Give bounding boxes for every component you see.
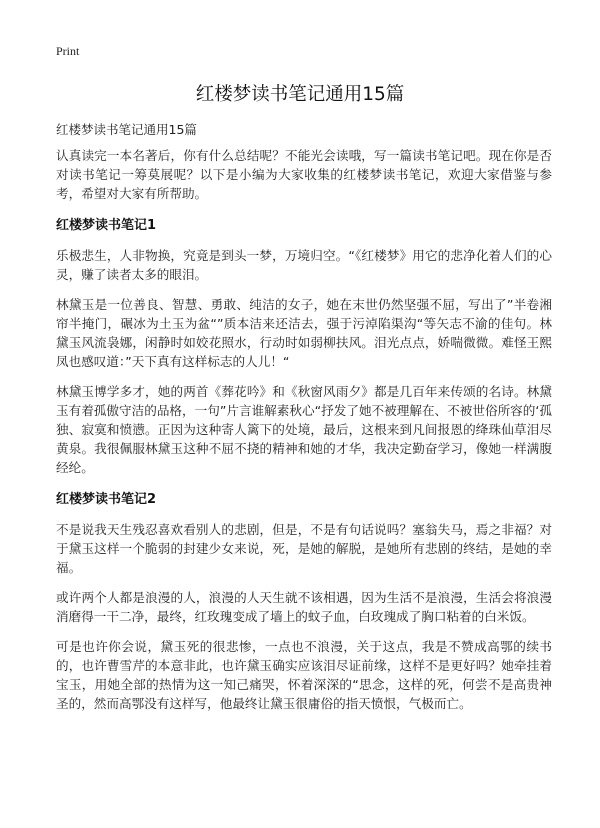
document-subtitle: 红楼梦读书笔记通用15篇 xyxy=(56,122,197,137)
paragraph: 可是也许你会说，黛玉死的很悲惨，一点也不浪漫，关于这点，我是不赞成高鄂的续书的，也许曹雪芹的本意非此，也许黛玉确实应该泪尽证前缘，这样不是更好吗？她牵挂着宝玉，用她全部的热情为这一知己痛哭，怀着深深的“思念，这样的死，何尝不是高贵神圣的，然而高鄂没有这样写，他最终让黛玉很庸俗的指天愤恨，气极而亡。 xyxy=(56,639,552,711)
page-title: 红楼梦读书笔记通用15篇 xyxy=(195,84,405,105)
paragraph: 林黛玉是一位善良、智慧、勇敢、纯洁的女子，她在末世仍然坚强不屈，写出了”半卷湘帘半掩门，碾冰为土玉为盆“”质本洁来还洁去，强于污淖陷渠沟“等矢志不渝的佳句。林黛玉风流袅娜，闲静时如姣花照水，行动时如弱柳扶风。泪光点点，娇喘微微。难怪王熙凤也感叹道：”天下真有这样标志的人儿！“ xyxy=(56,297,552,369)
section-heading: 红楼梦读书笔记1 xyxy=(56,218,157,233)
print-link[interactable]: Print xyxy=(56,44,80,58)
paragraph: 乐极悲生，人非物换，究竟是到头一梦，万境归空。“《红楼梦》用它的悲净化着人们的心灵，赚了读者太多的眼泪。 xyxy=(56,248,552,282)
section-heading: 红楼梦读书笔记2 xyxy=(56,492,157,507)
intro-paragraph: 认真读完一本名著后，你有什么总结呢？不能光会读哦，写一篇读书笔记吧。现在你是否对读书笔记一筹莫展呢？以下是小编为大家收集的红楼梦读书笔记，欢迎大家借鉴与参考，希望对大家有所帮助。 xyxy=(56,148,552,201)
paragraph: 不是说我天生残忍喜欢看别人的悲剧，但是，不是有句话说吗？塞翁失马，焉之非福？对于黛玉这样一个脆弱的封建少女来说，死，是她的解脱，是她所有悲剧的终结，是她的幸福。 xyxy=(56,522,552,575)
paragraph: 林黛玉博学多才，她的两首《葬花吟》和《秋窗风雨夕》都是几百年来传颂的名诗。林黛玉有着孤傲守洁的品格，一句”片言谁解素秋心“抒发了她不被理解在、不被世俗所容的‘孤独、寂寞和愤懑。正因为这种寄人篱下的处境，最后，这根来到凡间报恩的绛珠仙草泪尽黄泉。我很佩服林黛玉这种不屈不挠的精神和她的才华，我决定勤奋学习，像她一样满腹经纶。 xyxy=(56,384,552,475)
article-body xyxy=(56,146,552,724)
paragraph: 或许两个人都是浪漫的人，浪漫的人天生就不该相遇，因为生活不是浪漫，生活会将浪漫消磨得一干二净，最终，红玫瑰变成了墙上的蚊子血，白玫瑰成了胸口粘着的白米饭。 xyxy=(56,590,552,624)
